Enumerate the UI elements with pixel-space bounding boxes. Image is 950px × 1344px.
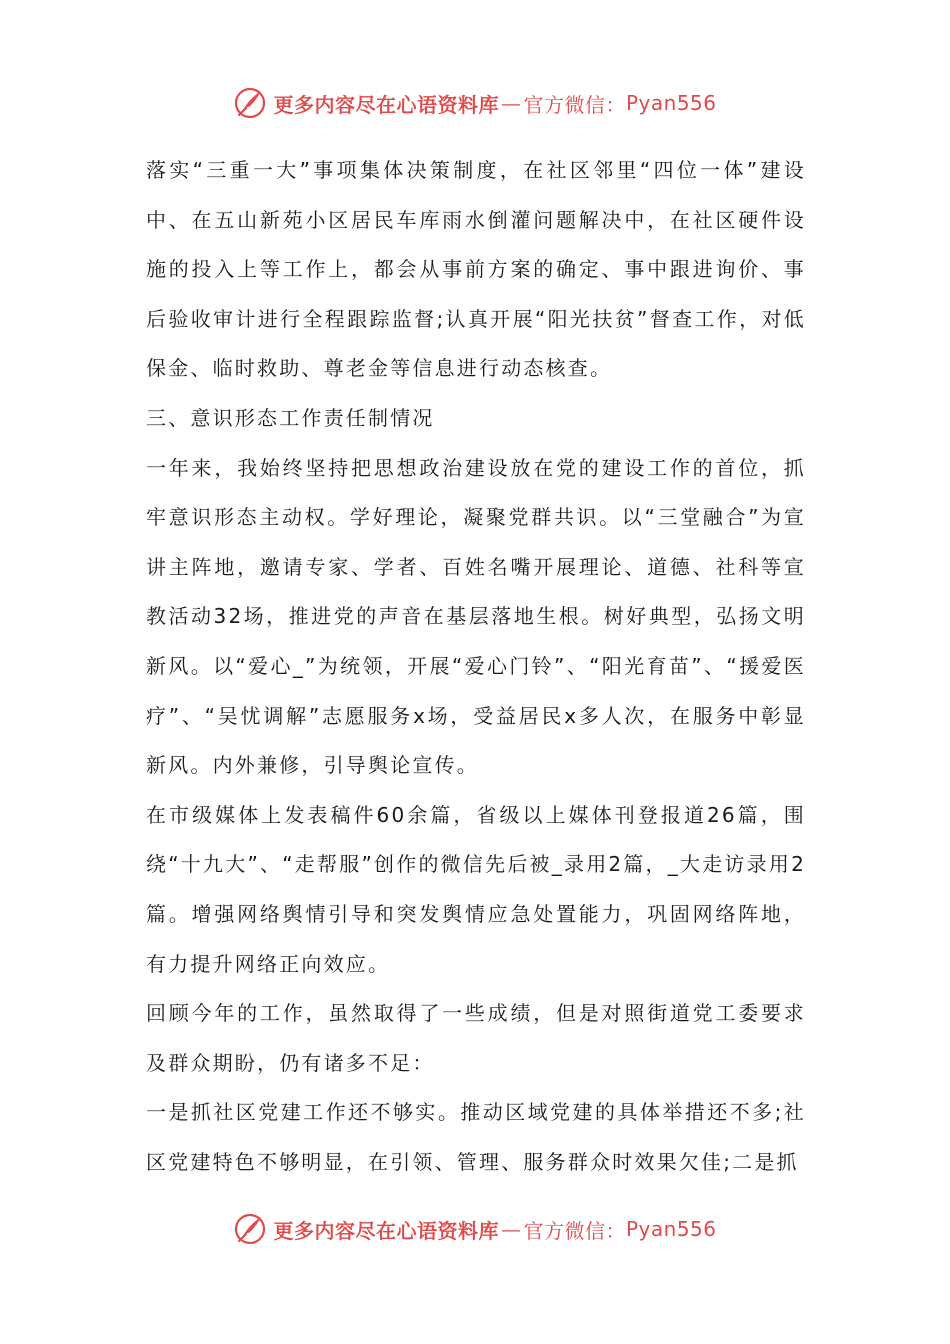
watermark-wechat-label: 官方微信：: [523, 1218, 626, 1243]
footer-watermark: [0, 1212, 950, 1246]
watermark-separator: —: [500, 91, 522, 115]
watermark-brand: 更多内容尽在心语资料库: [273, 1218, 499, 1243]
watermark-separator: —: [500, 1217, 522, 1241]
quill-pen-logo-icon: [233, 1212, 267, 1246]
section-heading: 三、意识形态工作责任制情况: [146, 405, 435, 430]
quill-pen-logo-icon: [233, 86, 267, 120]
paragraph: 一是抓社区党建工作还不够实。推动区域党建的具体举措还不多;社区党建特色不够明显，在引领、管理、服务群众时效果欠佳;二是抓: [146, 1100, 806, 1174]
paragraph: 一年来，我始终坚持把思想政治建设放在党的建设工作的首位，抓牢意识形态主动权。学好理论，凝聚党群共识。以“三堂融合”为宣讲主阵地，邀请专家、学者、百姓名嘴开展理论、道德、社科等宣教活动32场，推进党的声音在基层落地生根。树好典型，弘扬文明新风。以“爱心_”为统领，开展“爱心门铃”、“阳光育苗”、“援爱医疗”、“吴忧调解”志愿服务x场，受益居民x多人次，在服务中彰显新风。内外兼修，引导舆论宣传。: [146, 455, 806, 778]
watermark-wechat-label: 官方微信：: [523, 92, 626, 117]
watermark-brand: 更多内容尽在心语资料库: [273, 92, 499, 117]
watermark-wechat-id: Pyan556: [625, 1217, 717, 1241]
header-watermark: [0, 86, 950, 120]
paragraph: 在市级媒体上发表稿件60余篇，省级以上媒体刊登报道26篇，围绕“十九大”、“走帮服”创作的微信先后被_录用2篇，_大走访录用2篇。增强网络舆情引导和突发舆情应急处置能力，巩固网络阵地，有力提升网络正向效应。: [146, 802, 806, 976]
paragraph: 回顾今年的工作，虽然取得了一些成绩，但是对照街道党工委要求及群众期盼，仍有诸多不足：: [146, 1001, 806, 1075]
document-body: [146, 146, 806, 1187]
watermark-wechat-id: Pyan556: [625, 91, 717, 115]
paragraph: 落实“三重一大”事项集体决策制度，在社区邻里“四位一体”建设中、在五山新苑小区居民车库雨水倒灌问题解决中，在社区硬件设施的投入上等工作上，都会从事前方案的确定、事中跟进询价、事后验收审计进行全程跟踪监督;认真开展“阳光扶贫”督查工作，对低保金、临时救助、尊老金等信息进行动态核查。: [146, 158, 806, 381]
